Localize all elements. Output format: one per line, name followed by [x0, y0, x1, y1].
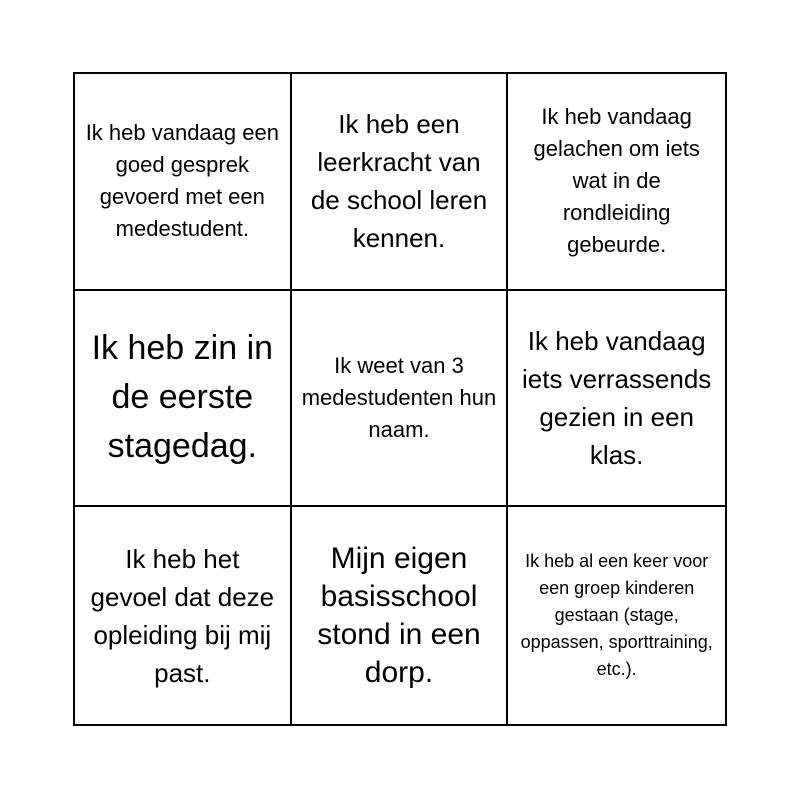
bingo-cell-text: Ik heb vandaag gelachen om iets wat in de rondleiding gebeurde.: [533, 104, 700, 258]
bingo-cell-text: Ik heb al een keer voor een groep kinderen gestaan (stage, oppassen, sporttraining, etc.).: [520, 551, 713, 680]
bingo-cell-4[interactable]: [75, 291, 292, 508]
bingo-cell-7[interactable]: [75, 507, 292, 724]
bingo-cell-1[interactable]: [75, 74, 292, 291]
bingo-cell-6[interactable]: [508, 291, 725, 508]
bingo-cell-8[interactable]: [292, 507, 509, 724]
bingo-card: [73, 72, 727, 726]
bingo-cell-3[interactable]: [508, 74, 725, 291]
bingo-cell-text: Ik weet van 3 medestudenten hun naam.: [301, 352, 497, 442]
bingo-cell-text: Ik heb vandaag iets verrassends gezien in een klas.: [522, 325, 712, 470]
bingo-cell-text: Ik heb het gevoel dat deze opleiding bij mij past.: [90, 543, 275, 688]
bingo-cell-9[interactable]: [508, 507, 725, 724]
bingo-cell-2[interactable]: [292, 74, 509, 291]
bingo-cell-5[interactable]: [292, 291, 509, 508]
bingo-cell-text: Ik heb vandaag een goed gesprek gevoerd met een medestudent.: [85, 120, 279, 242]
bingo-cell-text: Ik heb een leerkracht van de school leren kennen.: [310, 109, 488, 254]
bingo-cell-text: Mijn eigen basisschool stond in een dorp.: [317, 541, 481, 689]
bingo-cell-text: Ik heb zin in de eerste stagedag.: [91, 329, 274, 466]
